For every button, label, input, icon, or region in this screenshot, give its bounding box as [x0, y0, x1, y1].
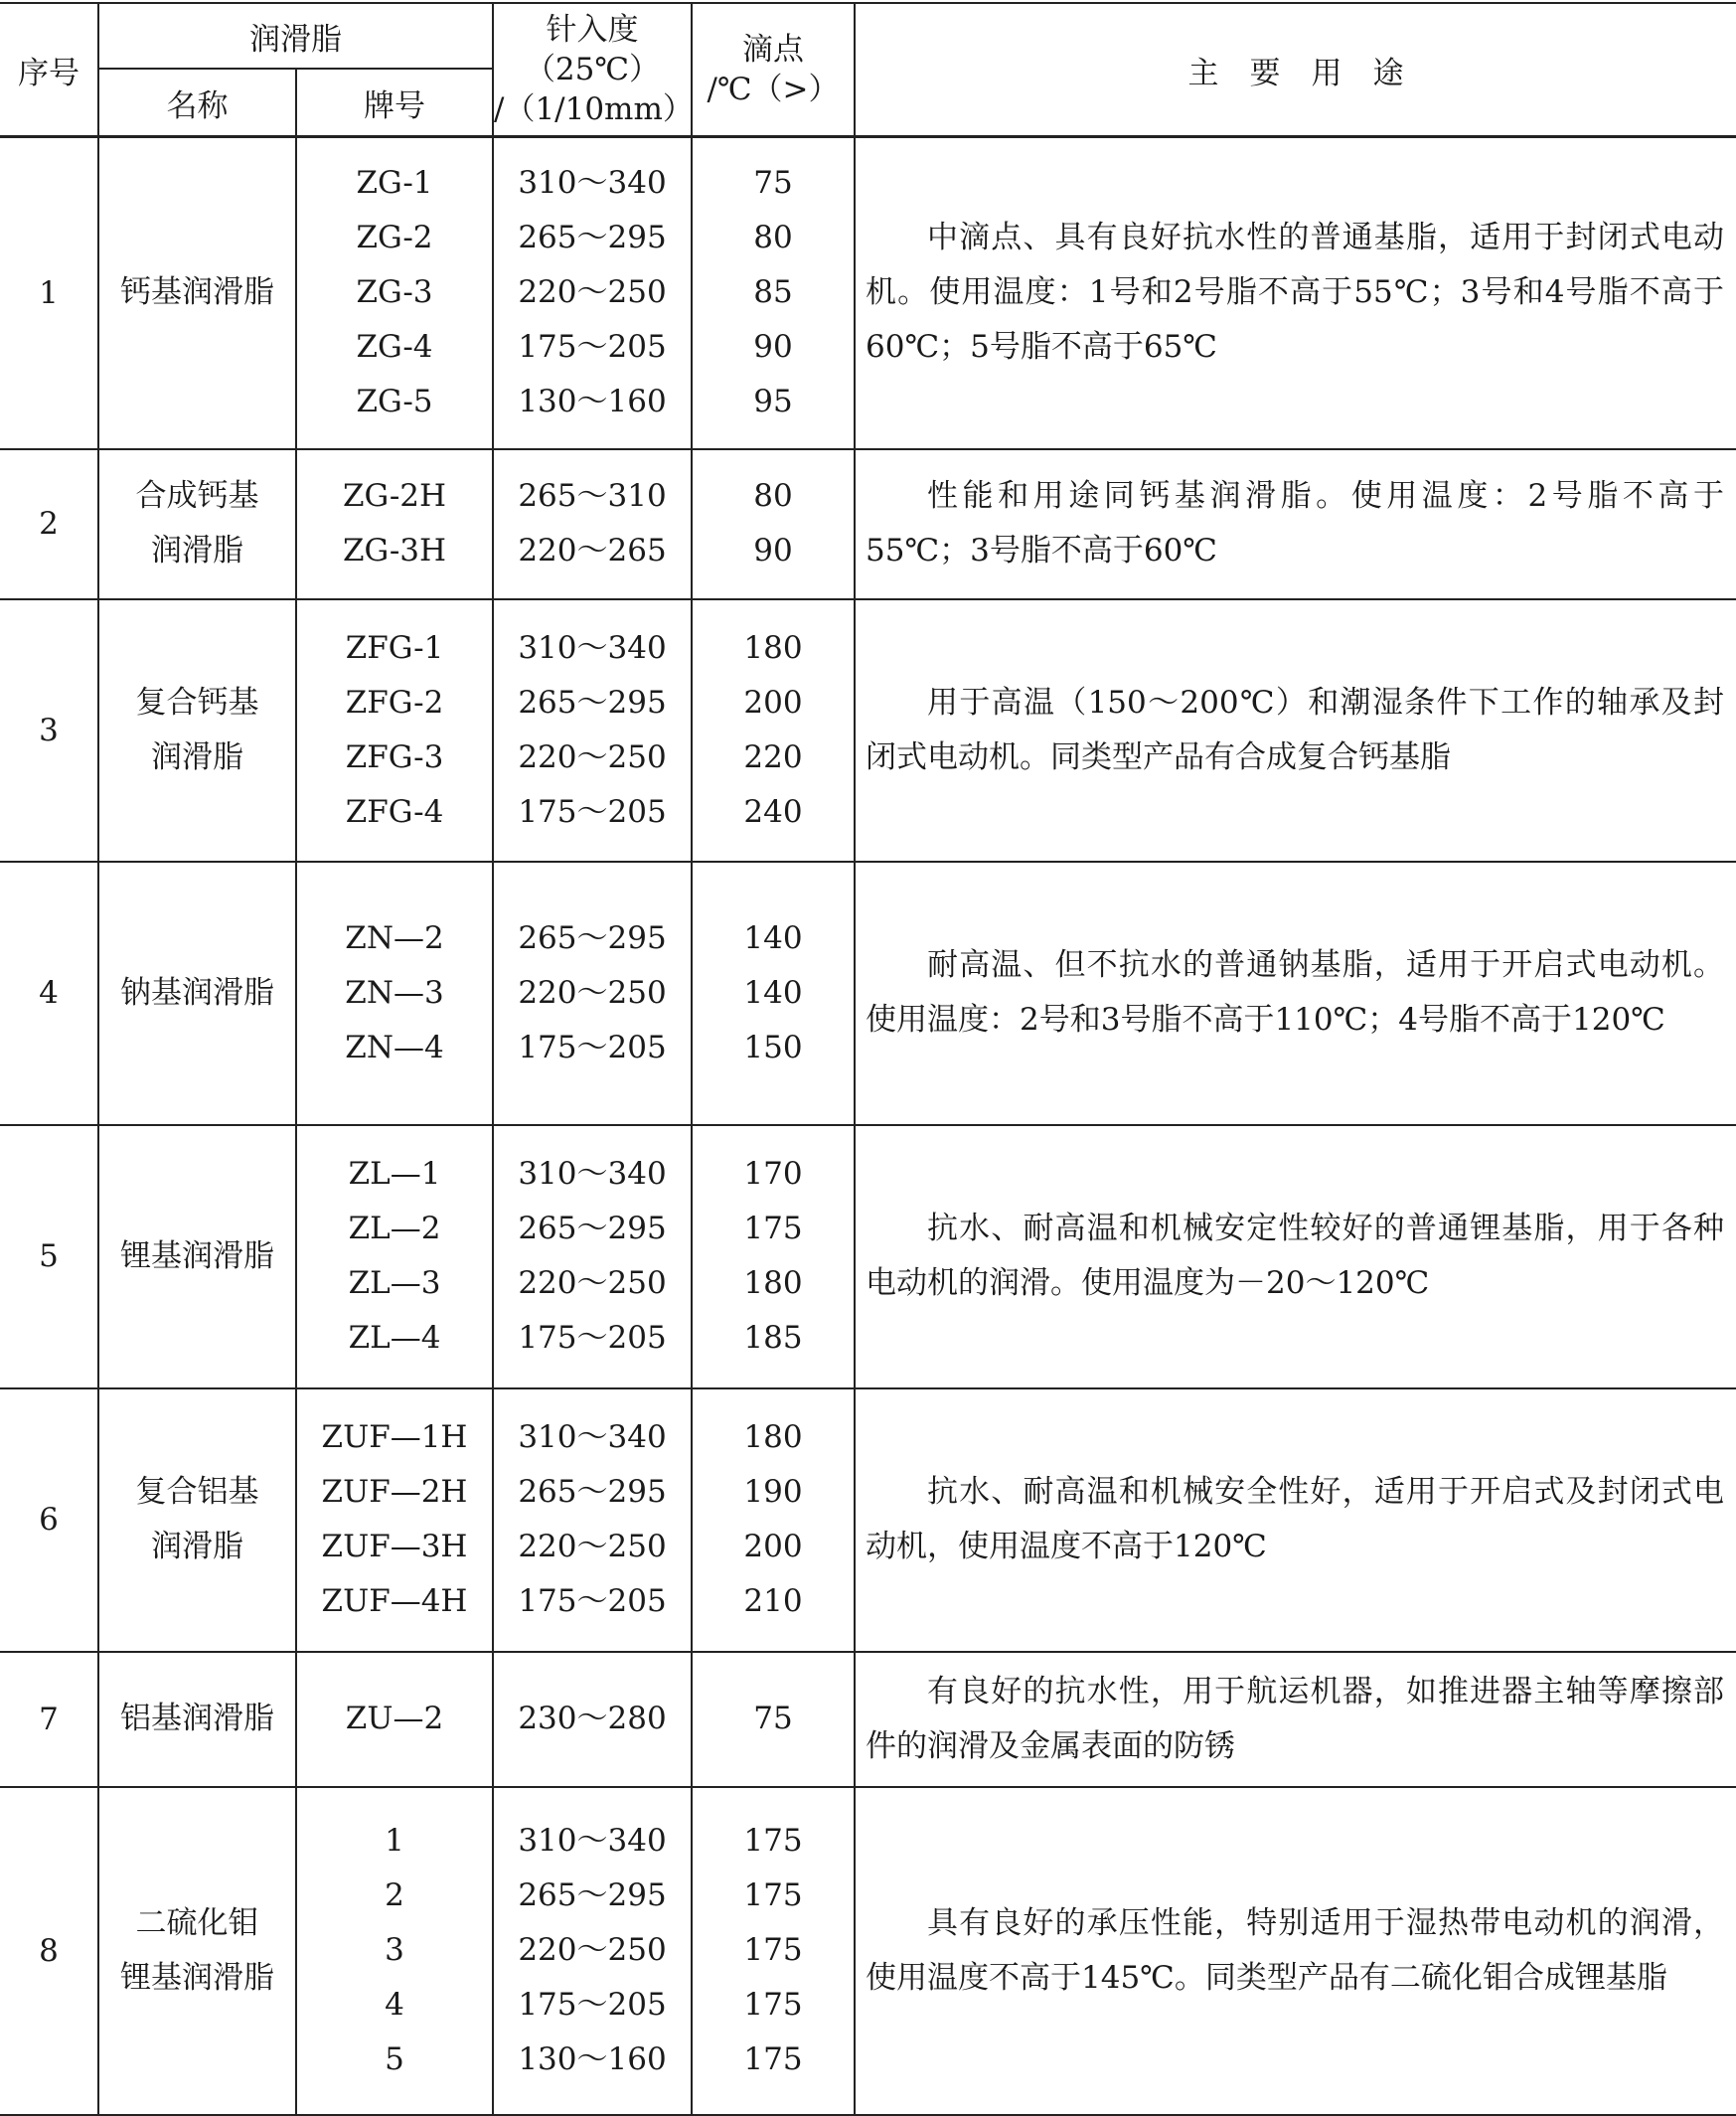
dropping-point-value: 200	[743, 1529, 803, 1564]
row-usage	[855, 1787, 1736, 2115]
grade-value: ZUF—1H	[321, 1419, 468, 1455]
header-grade: 牌号	[296, 69, 493, 137]
dropping-point-value: 180	[743, 629, 803, 666]
row-seq: 1	[0, 137, 98, 449]
row-grades	[296, 599, 493, 862]
penetration-value: 265～295	[518, 1877, 667, 1913]
dropping-point-value: 180	[743, 1265, 803, 1301]
row-name	[98, 1125, 296, 1388]
dropping-point-value: 180	[743, 1419, 803, 1455]
row-grades	[296, 862, 493, 1125]
row-grades	[296, 137, 493, 449]
dropping-point-value: 140	[743, 974, 803, 1011]
row-name	[98, 1787, 296, 2115]
row-seq: 3	[0, 599, 98, 862]
row-name-line: 合成钙基	[135, 478, 259, 514]
penetration-value: 220～250	[518, 274, 667, 311]
penetration-value: 175～205	[518, 1987, 667, 2023]
usage-text: 中滴点、具有良好抗水性的普通基脂，适用于封闭式电动机。使用温度：1号和2号脂不高于55℃；3号和4号脂不高于60℃；5号脂不高于65℃	[866, 220, 1724, 366]
header-penetration-line: /（1/10mm）	[494, 91, 694, 127]
table-row	[0, 449, 1736, 599]
row-name	[98, 599, 296, 862]
grade-value: ZFG-1	[345, 629, 444, 666]
row-usage	[855, 137, 1736, 449]
usage-text: 性能和用途同钙基润滑脂。使用温度：2号脂不高于55℃；3号脂不高于60℃	[866, 478, 1724, 569]
row-dropping-point	[692, 862, 855, 1125]
penetration-value: 220～250	[518, 1265, 667, 1301]
row-grades	[296, 1787, 493, 2115]
grade-value: ZG-2H	[342, 478, 447, 514]
dropping-point-value: 150	[743, 1029, 803, 1065]
penetration-value: 220～250	[518, 738, 667, 775]
penetration-value: 310～340	[518, 1823, 667, 1859]
dropping-point-value: 175	[743, 1877, 803, 1913]
grade-value: 4	[385, 1987, 404, 2023]
table-header	[0, 3, 1736, 137]
penetration-value: 310～340	[518, 1419, 667, 1455]
penetration-value: 175～205	[518, 793, 667, 830]
grade-value: ZL—3	[348, 1265, 441, 1301]
penetration-value: 220～265	[518, 533, 667, 569]
header-dropping-point	[692, 3, 855, 137]
penetration-value: 265～295	[518, 1211, 667, 1246]
dropping-point-value: 185	[743, 1320, 803, 1356]
row-seq: 2	[0, 449, 98, 599]
penetration-value: 310～340	[518, 629, 667, 666]
grade-value: ZG-4	[356, 329, 433, 366]
penetration-value: 220～250	[518, 974, 667, 1011]
row-dropping-point	[692, 1652, 855, 1787]
grade-value: ZG-2	[356, 220, 433, 256]
grade-value: 3	[385, 1932, 404, 1968]
row-name-line: 润滑脂	[151, 533, 243, 569]
grade-value: ZL—1	[348, 1156, 441, 1192]
row-penetration	[493, 862, 692, 1125]
row-name-line: 钙基润滑脂	[120, 274, 274, 311]
row-grades	[296, 449, 493, 599]
header-penetration-line: （25℃）	[524, 52, 661, 87]
row-name-line: 锂基润滑脂	[120, 1959, 274, 1996]
row-name-line: 二硫化钼	[135, 1904, 259, 1941]
grade-value: ZN—2	[345, 919, 444, 956]
dropping-point-value: 210	[743, 1583, 803, 1619]
dropping-point-value: 175	[743, 1987, 803, 2023]
grade-value: ZL—4	[348, 1320, 441, 1356]
row-grades	[296, 1652, 493, 1787]
header-grease: 润滑脂	[98, 3, 493, 69]
grade-value: ZFG-2	[345, 684, 444, 721]
row-name	[98, 137, 296, 449]
usage-text: 抗水、耐高温和机械安全性好，适用于开启式及封闭式电动机，使用温度不高于120℃	[866, 1474, 1724, 1564]
row-name	[98, 1652, 296, 1787]
penetration-value: 220～250	[518, 1932, 667, 1968]
grade-value: ZU—2	[345, 1701, 444, 1736]
usage-text: 耐高温、但不抗水的普通钠基脂，适用于开启式电动机。使用温度：2号和3号脂不高于110℃；4号脂不高于120℃	[866, 947, 1724, 1038]
dropping-point-value: 175	[743, 1211, 803, 1246]
grade-value: ZN—4	[345, 1029, 444, 1065]
row-usage	[855, 1388, 1736, 1652]
penetration-value: 130～160	[518, 384, 667, 420]
usage-text: 具有良好的承压性能，特别适用于湿热带电动机的润滑，使用温度不高于145℃。同类型产品有二硫化钼合成锂基脂	[866, 1904, 1724, 1996]
row-dropping-point	[692, 1787, 855, 2115]
penetration-value: 265～295	[518, 919, 667, 956]
row-seq: 4	[0, 862, 98, 1125]
grade-value: 2	[385, 1877, 404, 1913]
penetration-value: 220～250	[518, 1529, 667, 1564]
grade-value: ZL—2	[348, 1211, 441, 1246]
row-penetration	[493, 449, 692, 599]
row-name-line: 复合钙基	[135, 684, 259, 721]
dropping-point-value: 175	[743, 2041, 803, 2077]
grease-spec-table	[0, 2, 1736, 2116]
dropping-point-value: 220	[743, 738, 803, 775]
grade-value: 5	[385, 2041, 404, 2077]
penetration-value: 230～280	[518, 1701, 667, 1736]
row-dropping-point	[692, 599, 855, 862]
header-usage: 主 要 用 途	[855, 3, 1736, 137]
row-grades	[296, 1125, 493, 1388]
grade-value: ZUF—2H	[321, 1474, 468, 1510]
row-penetration	[493, 1652, 692, 1787]
grade-value: ZG-3H	[342, 533, 447, 569]
row-name-line: 铝基润滑脂	[120, 1701, 274, 1736]
grade-value: ZUF—3H	[321, 1529, 468, 1564]
dropping-point-value: 90	[753, 329, 793, 366]
row-penetration	[493, 1787, 692, 2115]
penetration-value: 175～205	[518, 1320, 667, 1356]
table-row	[0, 1652, 1736, 1787]
grade-value: ZFG-3	[345, 738, 444, 775]
table-row	[0, 1388, 1736, 1652]
row-dropping-point	[692, 1125, 855, 1388]
row-dropping-point	[692, 449, 855, 599]
penetration-value: 175～205	[518, 329, 667, 366]
dropping-point-value: 90	[753, 533, 793, 569]
header-dropping-line: /℃（>）	[707, 72, 840, 107]
table-body	[0, 137, 1736, 2115]
usage-text: 抗水、耐高温和机械安定性较好的普通锂基脂，用于各种电动机的润滑。使用温度为－20～120℃	[866, 1211, 1724, 1301]
grade-value: ZG-1	[356, 165, 433, 202]
row-seq: 6	[0, 1388, 98, 1652]
row-seq: 7	[0, 1652, 98, 1787]
penetration-value: 175～205	[518, 1583, 667, 1619]
table-row	[0, 137, 1736, 449]
header-dropping-line: 滴点	[742, 32, 804, 68]
row-name-line: 锂基润滑脂	[120, 1237, 274, 1274]
row-usage	[855, 862, 1736, 1125]
grade-value: 1	[385, 1823, 404, 1859]
row-name	[98, 862, 296, 1125]
row-penetration	[493, 1125, 692, 1388]
dropping-point-value: 75	[753, 165, 793, 202]
grade-value: ZG-3	[356, 274, 433, 311]
dropping-point-value: 95	[753, 384, 793, 420]
grade-value: ZUF—4H	[321, 1583, 468, 1619]
dropping-point-value: 140	[743, 919, 803, 956]
row-usage	[855, 449, 1736, 599]
row-name-line: 润滑脂	[151, 738, 243, 775]
row-usage	[855, 1125, 1736, 1388]
row-usage	[855, 1652, 1736, 1787]
dropping-point-value: 75	[753, 1701, 793, 1736]
penetration-value: 310～340	[518, 1156, 667, 1192]
penetration-value: 175～205	[518, 1029, 667, 1065]
row-name-line: 复合铝基	[135, 1474, 259, 1510]
row-name-line: 钠基润滑脂	[120, 974, 274, 1011]
dropping-point-value: 190	[743, 1474, 803, 1510]
row-name-line: 润滑脂	[151, 1529, 243, 1564]
header-penetration-line: 针入度	[546, 12, 639, 48]
row-penetration	[493, 599, 692, 862]
penetration-value: 265～295	[518, 220, 667, 256]
dropping-point-value: 80	[753, 220, 793, 256]
grade-value: ZN—3	[345, 974, 444, 1011]
penetration-value: 130～160	[518, 2041, 667, 2077]
row-seq: 8	[0, 1787, 98, 2115]
header-penetration	[493, 3, 692, 137]
row-dropping-point	[692, 1388, 855, 1652]
grade-value: ZFG-4	[345, 793, 444, 830]
row-name	[98, 1388, 296, 1652]
dropping-point-value: 80	[753, 478, 793, 514]
row-seq: 5	[0, 1125, 98, 1388]
row-name	[98, 449, 296, 599]
usage-text: 用于高温（150～200℃）和潮湿条件下工作的轴承及封闭式电动机。同类型产品有合成复合钙基脂	[866, 684, 1724, 775]
header-seq: 序号	[0, 3, 98, 137]
row-penetration	[493, 137, 692, 449]
dropping-point-value: 170	[743, 1156, 803, 1192]
penetration-value: 310～340	[518, 165, 667, 202]
dropping-point-value: 200	[743, 684, 803, 721]
table-row	[0, 1125, 1736, 1388]
table-row	[0, 862, 1736, 1125]
row-grades	[296, 1388, 493, 1652]
row-dropping-point	[692, 137, 855, 449]
dropping-point-value: 85	[753, 274, 793, 311]
table-row	[0, 1787, 1736, 2115]
penetration-value: 265～310	[518, 478, 667, 514]
dropping-point-value: 175	[743, 1823, 803, 1859]
dropping-point-value: 175	[743, 1932, 803, 1968]
usage-text: 有良好的抗水性，用于航运机器，如推进器主轴等摩擦部件的润滑及金属表面的防锈	[866, 1673, 1724, 1764]
row-penetration	[493, 1388, 692, 1652]
penetration-value: 265～295	[518, 1474, 667, 1510]
penetration-value: 265～295	[518, 684, 667, 721]
grade-value: ZG-5	[356, 384, 433, 420]
row-usage	[855, 599, 1736, 862]
table-row	[0, 599, 1736, 862]
dropping-point-value: 240	[743, 793, 803, 830]
header-name: 名称	[98, 69, 296, 137]
